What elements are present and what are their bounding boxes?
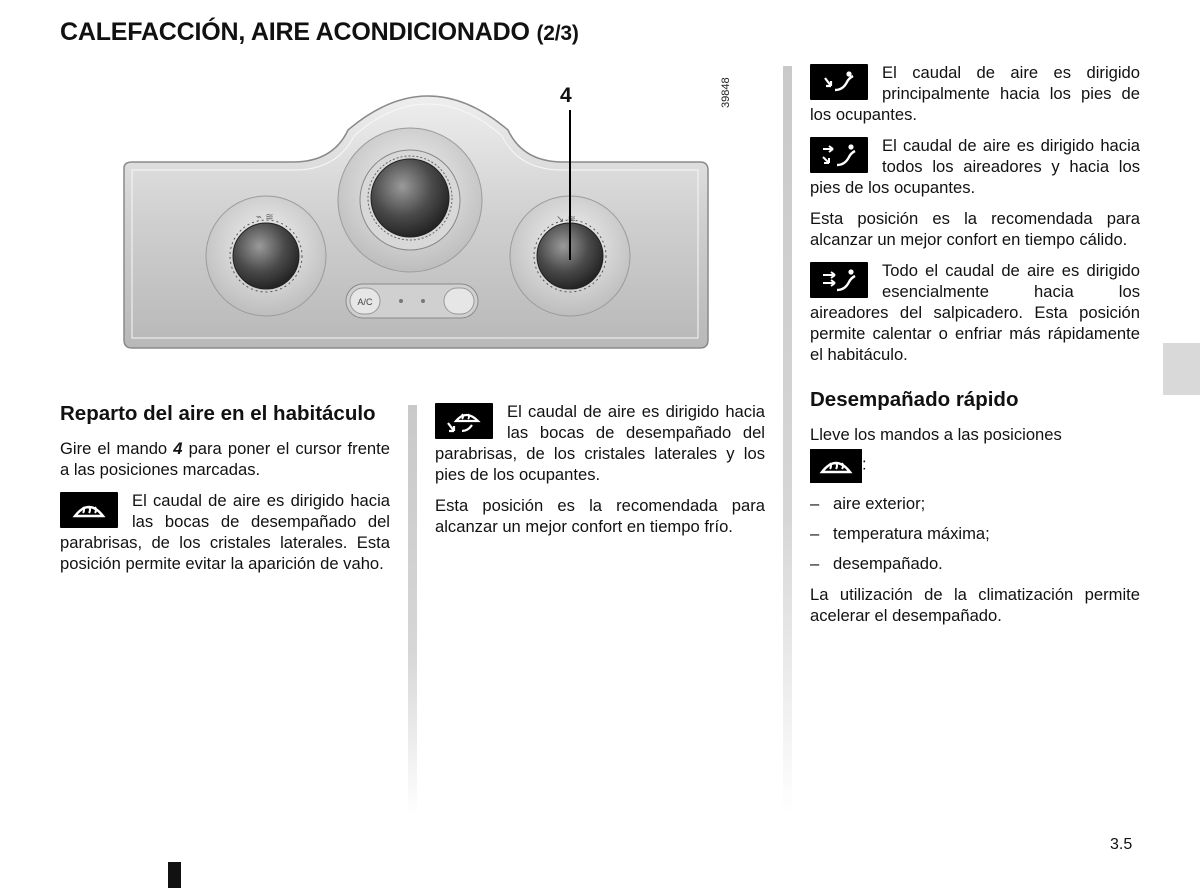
- figure-reference-code: 39848: [720, 77, 732, 108]
- page-title-part: (2/3): [536, 22, 579, 45]
- warm-weather-recommendation: Esta posición es la recomendada para alcanzar un mejor confort en tiempo cálido.: [810, 209, 1140, 249]
- control-panel-figure: [118, 70, 738, 360]
- vents-description: Todo el caudal de aire es dirigido esencialmente hacia los aireadores del salpicadero. Esta posición permite calentar o enfriar más rápidamente el habitáculo.: [810, 261, 1140, 364]
- ac-button-label: A/C: [357, 297, 373, 307]
- column-separator: [783, 66, 792, 816]
- list-item: – temperatura máxima;: [810, 523, 1140, 544]
- position-windshield: [60, 490, 390, 574]
- feet-airflow-icon: [810, 64, 868, 100]
- svg-text:⌁ ≋: ⌁ ≋: [256, 212, 274, 223]
- defrost-heading: Desempañado rápido: [810, 388, 1019, 411]
- page-edge-marker: [168, 862, 181, 888]
- defrost-icon-line: [810, 447, 1140, 483]
- feet-description: El caudal de aire es dirigido principalmente hacia los pies de los ocupantes.: [810, 63, 1140, 124]
- section-heading: Reparto del aire en el habitáculo: [60, 402, 376, 425]
- cold-weather-recommendation: Esta posición es la recomendada para alcanzar un mejor confort en tiempo frío.: [435, 496, 765, 536]
- defrost-note: La utilización de la climatización permite acelerar el desempañado.: [810, 585, 1140, 625]
- position-vents: [810, 260, 1140, 365]
- defrost-steps: [810, 493, 1140, 574]
- control-number: 4: [173, 439, 183, 458]
- page-title-text: CALEFACCIÓN, AIRE ACONDICIONADO: [60, 18, 530, 46]
- chapter-tab: [1163, 343, 1200, 395]
- windshield-description: El caudal de aire es dirigido hacia las bocas de desempañado del parabrisas, de los cristales laterales. Esta posición permite evitar la aparición de vaho.: [60, 491, 390, 573]
- vents-feet-airflow-icon: [810, 137, 868, 173]
- page-title: [60, 18, 579, 47]
- position-windshield-feet: [435, 401, 765, 485]
- position-vents-feet: [810, 135, 1140, 198]
- defrost-colon: :: [862, 454, 867, 474]
- page-number: 3.5: [1110, 836, 1133, 853]
- intro-paragraph: Gire el mando 4 para poner el cursor frente a las posiciones marcadas.: [60, 439, 390, 479]
- column-separator: [408, 405, 417, 815]
- left-column: [60, 401, 390, 584]
- windshield-defrost-icon: [60, 492, 118, 528]
- list-item: – desempañado.: [810, 553, 1140, 574]
- list-item: – aire exterior;: [810, 493, 1140, 514]
- svg-text:↘ ≋: ↘ ≋: [556, 214, 576, 225]
- windshield-feet-icon: [435, 403, 493, 439]
- position-feet: [810, 62, 1140, 125]
- vents-feet-description: El caudal de aire es dirigido hacia todos los aireadores y hacia los pies de los ocupantes.: [810, 136, 1140, 197]
- callout-label: 4: [560, 84, 572, 107]
- right-column: [810, 62, 1140, 636]
- vents-airflow-icon: [810, 262, 868, 298]
- defrost-intro: Lleve los mandos a las posiciones: [810, 425, 1062, 444]
- windshield-feet-description: El caudal de aire es dirigido hacia las bocas de desempañado del parabrisas, de los cristales laterales y los pies de los ocupantes.: [435, 402, 765, 484]
- windshield-defrost-icon: [810, 449, 862, 483]
- middle-column: [435, 401, 765, 547]
